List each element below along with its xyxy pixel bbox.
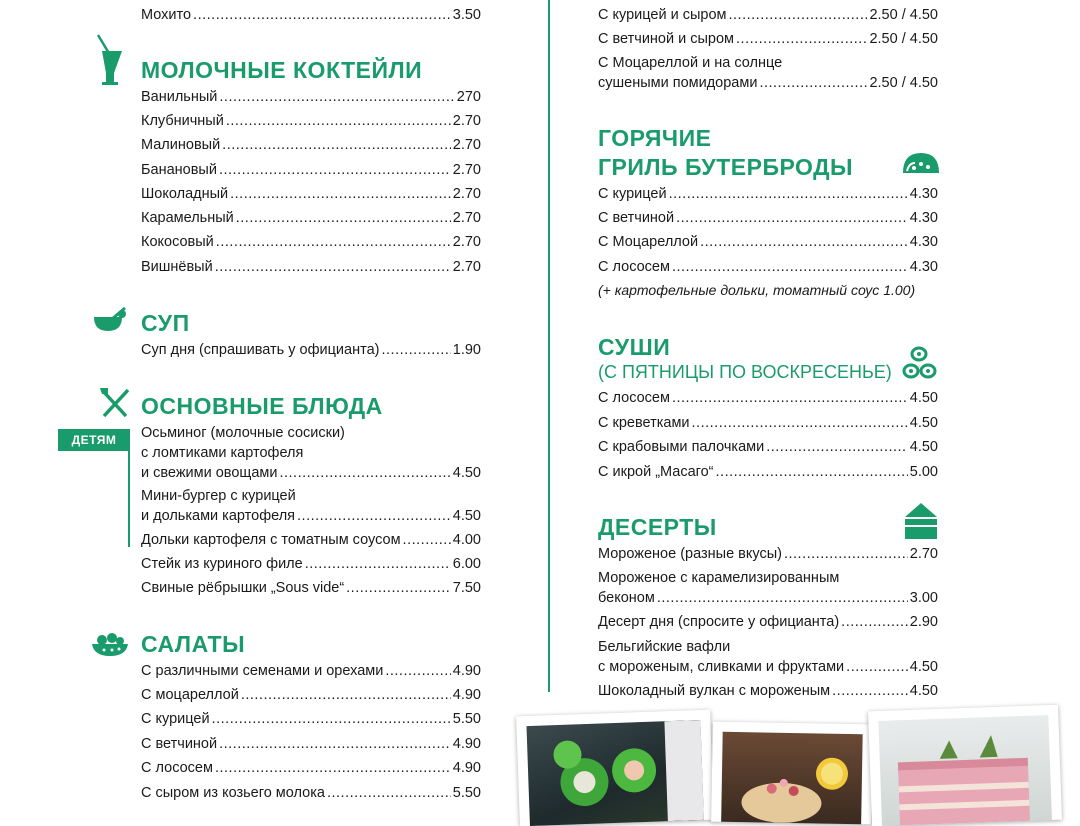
menu-item bbox=[141, 685, 481, 705]
item-name: С ветчиной bbox=[598, 210, 675, 226]
menu-item bbox=[141, 111, 481, 131]
leader-dots bbox=[193, 5, 451, 25]
grill-note: (+ картофельные дольки, томатный соус 1.00) bbox=[598, 282, 916, 298]
item-name: Суп дня (спрашивать у официанта) bbox=[141, 342, 380, 358]
menu-item bbox=[598, 257, 938, 277]
leader-dots bbox=[729, 5, 868, 25]
item-name: с мороженым, сливками и фруктами bbox=[598, 659, 845, 675]
menu-item bbox=[598, 413, 938, 433]
item-name: С ветчиной и сыром bbox=[598, 31, 735, 47]
leader-dots bbox=[657, 588, 908, 608]
item-price: 4.30 bbox=[909, 234, 938, 250]
item-price: 4.50 bbox=[909, 439, 938, 455]
menu-item bbox=[598, 637, 938, 677]
menu-item bbox=[141, 758, 481, 778]
item-price: 270 bbox=[456, 89, 481, 105]
menu-item bbox=[141, 5, 481, 25]
leader-dots bbox=[305, 554, 451, 574]
menu-item bbox=[598, 232, 938, 252]
item-name: Вишнёвый bbox=[141, 259, 213, 275]
menu-item bbox=[598, 462, 938, 482]
item-price: 4.50 bbox=[909, 390, 938, 406]
item-name-line: Осьминог (молочные сосиски) bbox=[141, 425, 345, 441]
item-name: Свиные рёбрышки „Sous vide“ bbox=[141, 580, 345, 596]
fruit-dessert-image bbox=[721, 732, 863, 824]
leader-dots bbox=[297, 506, 451, 526]
section-title-grill: ГОРЯЧИЕ bbox=[598, 125, 712, 151]
item-name: Мохито bbox=[141, 7, 192, 23]
menu-item bbox=[141, 554, 481, 574]
item-price: 4.50 bbox=[909, 415, 938, 431]
leader-dots bbox=[381, 340, 450, 360]
leader-dots bbox=[222, 135, 451, 155]
menu-item bbox=[141, 578, 481, 598]
item-name: С креветками bbox=[598, 415, 690, 431]
menu-item bbox=[141, 783, 481, 803]
leader-dots bbox=[241, 685, 451, 705]
item-price: 5.50 bbox=[452, 785, 481, 801]
menu-item bbox=[141, 340, 481, 360]
item-name: Стейк из куриного филе bbox=[141, 556, 303, 572]
item-price: 5.00 bbox=[909, 464, 938, 480]
leader-dots bbox=[212, 709, 451, 729]
section-title-desserts: ДЕСЕРТЫ bbox=[598, 514, 717, 540]
cake-slice-icon bbox=[903, 501, 939, 541]
leader-dots bbox=[236, 208, 451, 228]
item-price: 4.30 bbox=[909, 210, 938, 226]
item-name: беконом bbox=[598, 590, 655, 606]
item-price: 2.70 bbox=[452, 186, 481, 202]
item-name: С лососем bbox=[598, 390, 670, 406]
menu-item bbox=[598, 544, 938, 564]
leader-dots bbox=[841, 612, 908, 632]
leader-dots bbox=[226, 111, 451, 131]
leader-dots bbox=[327, 783, 451, 803]
leader-dots bbox=[279, 463, 450, 483]
section-title-mains: ОСНОВНЫЕ БЛЮДА bbox=[141, 393, 383, 419]
item-name: Кокосовый bbox=[141, 234, 214, 250]
leader-dots bbox=[219, 160, 451, 180]
sushi-photo bbox=[516, 710, 714, 826]
salad-bowl-icon bbox=[90, 632, 130, 658]
item-name-line: с ломтиками картофеля bbox=[141, 445, 304, 461]
leader-dots bbox=[832, 681, 908, 701]
item-price: 4.50 bbox=[452, 508, 481, 524]
item-price: 4.90 bbox=[452, 760, 481, 776]
item-name: Десерт дня (спросите у официанта) bbox=[598, 614, 840, 630]
column-divider bbox=[548, 0, 550, 692]
menu-item bbox=[141, 734, 481, 754]
item-price: 2.90 bbox=[909, 614, 938, 630]
item-price: 2.70 bbox=[452, 259, 481, 275]
section-title-sushi: СУШИ bbox=[598, 334, 671, 360]
menu-item bbox=[141, 135, 481, 155]
section-title-shakes: МОЛОЧНЫЕ КОКТЕЙЛИ bbox=[141, 57, 423, 83]
item-name: Мороженое (разные вкусы) bbox=[598, 546, 782, 562]
leader-dots bbox=[669, 184, 908, 204]
menu-item bbox=[598, 437, 938, 457]
item-price: 4.30 bbox=[909, 186, 938, 202]
kids-bracket-line bbox=[128, 451, 130, 547]
menu-item bbox=[598, 388, 938, 408]
soup-bowl-icon bbox=[92, 305, 128, 335]
item-name: Банановый bbox=[141, 162, 217, 178]
leader-dots bbox=[784, 544, 908, 564]
leader-dots bbox=[385, 661, 450, 681]
leader-dots bbox=[403, 530, 451, 550]
menu-item bbox=[141, 709, 481, 729]
item-name-line: Мороженое с карамелизированным bbox=[598, 570, 840, 586]
menu-item bbox=[598, 29, 938, 49]
leader-dots bbox=[672, 257, 908, 277]
item-price: 4.50 bbox=[452, 465, 481, 481]
leader-dots bbox=[676, 208, 908, 228]
menu-item bbox=[141, 87, 481, 107]
item-price: 2.70 bbox=[452, 162, 481, 178]
item-price: 2.70 bbox=[452, 137, 481, 153]
item-price: 2.50 / 4.50 bbox=[869, 31, 938, 47]
item-name: С различными семенами и орехами bbox=[141, 663, 384, 679]
kids-badge: ДЕТЯМ bbox=[58, 429, 130, 451]
menu-item bbox=[141, 486, 481, 526]
item-name: С лососем bbox=[141, 760, 213, 776]
section-title-soup: СУП bbox=[141, 310, 190, 336]
leader-dots bbox=[230, 184, 451, 204]
item-name: С лососем bbox=[598, 259, 670, 275]
item-name-line: Бельгийские вафли bbox=[598, 639, 731, 655]
leader-dots bbox=[700, 232, 908, 252]
leader-dots bbox=[716, 462, 908, 482]
menu-item bbox=[141, 423, 481, 483]
menu-item bbox=[141, 257, 481, 277]
leader-dots bbox=[346, 578, 451, 598]
section-title-grill-line2: ГРИЛЬ БУТЕРБРОДЫ bbox=[598, 154, 854, 180]
item-name: сушеными помидорами bbox=[598, 75, 758, 91]
item-name: Клубничный bbox=[141, 113, 224, 129]
item-name: С крабовыми палочками bbox=[598, 439, 765, 455]
item-name: С ветчиной bbox=[141, 736, 218, 752]
sushi-icon bbox=[901, 346, 937, 382]
item-name: и свежими овощами bbox=[141, 465, 278, 481]
menu-item bbox=[598, 184, 938, 204]
leader-dots bbox=[216, 232, 451, 252]
menu-item bbox=[141, 661, 481, 681]
section-title-salads: САЛАТЫ bbox=[141, 631, 246, 657]
item-name: Карамельный bbox=[141, 210, 234, 226]
item-price: 2.50 / 4.50 bbox=[869, 7, 938, 23]
menu-item bbox=[598, 612, 938, 632]
menu-item bbox=[141, 232, 481, 252]
item-price: 2.70 bbox=[452, 210, 481, 226]
item-name: Ванильный bbox=[141, 89, 218, 105]
leader-dots bbox=[215, 257, 451, 277]
item-price: 4.50 bbox=[909, 683, 938, 699]
section-subtitle-sushi: (С ПЯТНИЦЫ ПО ВОСКРЕСЕНЬЕ) bbox=[598, 362, 892, 382]
item-price: 2.70 bbox=[452, 234, 481, 250]
item-name: С моцареллой bbox=[141, 687, 239, 703]
menu-item bbox=[141, 160, 481, 180]
sandwich-icon bbox=[901, 149, 941, 177]
menu-item bbox=[598, 53, 938, 93]
item-name: С курицей и сыром bbox=[598, 7, 727, 23]
item-name: С икрой „Масаго“ bbox=[598, 464, 714, 480]
menu-item bbox=[598, 681, 938, 701]
item-name: Малиновый bbox=[141, 137, 221, 153]
item-price: 4.50 bbox=[909, 659, 938, 675]
item-name: С курицей bbox=[598, 186, 667, 202]
menu-item bbox=[141, 184, 481, 204]
item-name-line: С Моцареллой и на солнце bbox=[598, 55, 783, 71]
item-name: С курицей bbox=[141, 711, 210, 727]
leader-dots bbox=[215, 758, 451, 778]
item-name: С Моцареллой bbox=[598, 234, 699, 250]
item-price: 3.00 bbox=[909, 590, 938, 606]
item-name: и дольками картофеля bbox=[141, 508, 296, 524]
leader-dots bbox=[759, 73, 867, 93]
leader-dots bbox=[846, 657, 908, 677]
layer-cake-image bbox=[878, 715, 1052, 826]
item-price: 5.50 bbox=[452, 711, 481, 727]
fork-knife-icon bbox=[98, 386, 132, 420]
item-price: 2.70 bbox=[909, 546, 938, 562]
cocktail-glass-icon bbox=[94, 33, 126, 89]
item-price: 3.50 bbox=[452, 7, 481, 23]
leader-dots bbox=[736, 29, 867, 49]
item-price: 4.90 bbox=[452, 663, 481, 679]
leader-dots bbox=[219, 734, 451, 754]
item-name: Шоколадный bbox=[141, 186, 229, 202]
item-name: С сыром из козьего молока bbox=[141, 785, 325, 801]
item-price: 2.70 bbox=[452, 113, 481, 129]
menu-item bbox=[141, 208, 481, 228]
leader-dots bbox=[219, 87, 454, 107]
item-price: 4.90 bbox=[452, 687, 481, 703]
item-name: Дольки картофеля с томатным соусом bbox=[141, 532, 401, 548]
sushi-rolls-image bbox=[526, 720, 703, 826]
item-price: 6.00 bbox=[452, 556, 481, 572]
dessert-photo bbox=[711, 722, 873, 825]
leader-dots bbox=[672, 388, 908, 408]
item-price: 2.50 / 4.50 bbox=[869, 75, 938, 91]
menu-item bbox=[598, 568, 938, 608]
leader-dots bbox=[766, 437, 908, 457]
item-price: 4.90 bbox=[452, 736, 481, 752]
item-name: Шоколадный вулкан с мороженым bbox=[598, 683, 831, 699]
item-price: 1.90 bbox=[452, 342, 481, 358]
menu-item bbox=[598, 5, 938, 25]
leader-dots bbox=[692, 413, 908, 433]
item-price: 4.00 bbox=[452, 532, 481, 548]
item-price: 4.30 bbox=[909, 259, 938, 275]
menu-item bbox=[141, 530, 481, 550]
item-name-line: Мини-бургер с курицей bbox=[141, 488, 296, 504]
menu-item bbox=[598, 208, 938, 228]
item-price: 7.50 bbox=[452, 580, 481, 596]
